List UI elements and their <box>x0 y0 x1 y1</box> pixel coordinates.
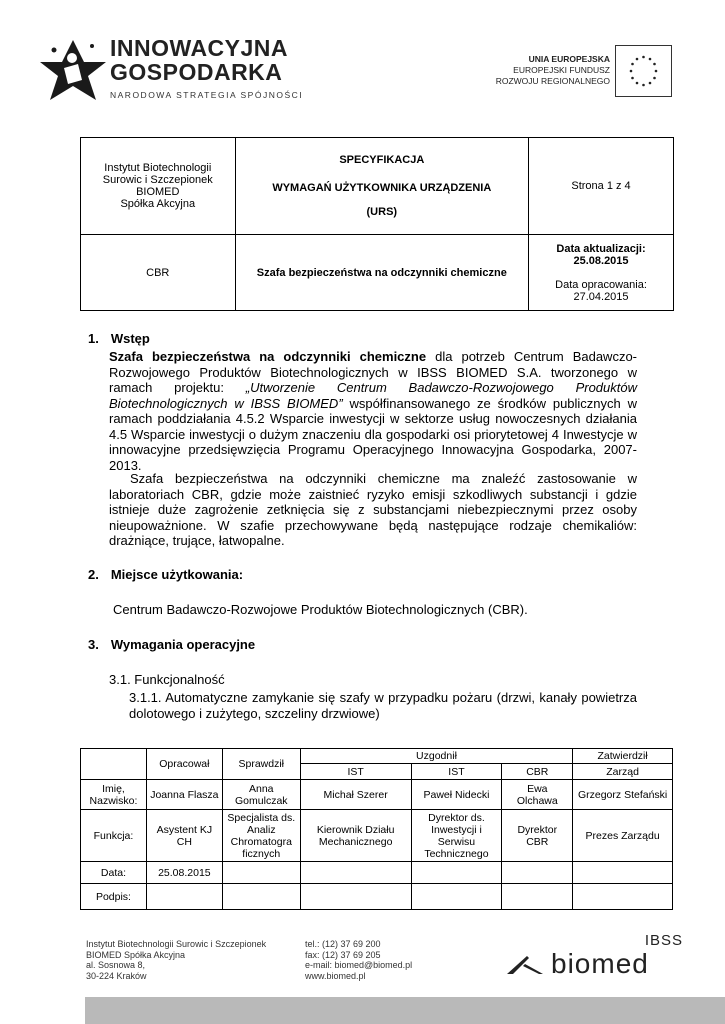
function-cell: Prezes Zarządu <box>573 810 673 862</box>
signature-cell <box>411 884 502 910</box>
eu-flag-icon <box>615 45 672 97</box>
date-cell <box>300 862 411 884</box>
function-cell: Dyrektor ds. Inwestycji i Serwisu Technicznego <box>411 810 502 862</box>
empty-corner-cell <box>81 749 147 780</box>
row-label-signature: Podpis: <box>81 884 147 910</box>
function-cell: Asystent KJ CH <box>146 810 222 862</box>
logo-subtitle: NARODOWA STRATEGIA SPÓJNOŚCI <box>110 90 304 100</box>
name-cell: Ewa Olchawa <box>502 780 573 810</box>
eu-caption: UNIA EUROPEJSKA EUROPEJSKI FUNDUSZ ROZWOJU REGIONALNEGO <box>495 54 610 86</box>
row-label-date: Data: <box>81 862 147 884</box>
name-cell: Michał Szerer <box>300 780 411 810</box>
header-prepared: Opracował <box>146 749 222 780</box>
brand-top: IBSS <box>644 932 683 949</box>
section-1-paragraph-1: Szafa bezpieczeństwa na odczynniki chemiczne dla potrzeb Centrum Badawczo-Rozwojowego Produktów Biotechnologicznych w IBSS BIOMED S.A. tworzonego w ramach projektu: „Utworzenie Centrum Badawczo-Rozwojowego Produktów Biotechnologicznych w IBSS BIOMED” współfinansowanego ze środków publicznych w ramach poddziałania 4.5.2 Wsparcie inwestycji w sektorze usług nowoczesnych działania 4.5 Wsparcie inwestycji o dużym znaczeniu dla gospodarki osi priorytetowej 4 Inwestycje w innowacyjne przedsięwzięcia Programu Operacyjnego Innowacyjna Gospodarka, 2007-2013. <box>109 349 638 473</box>
section-3-heading: 3. Wymagania operacyjne <box>88 637 256 652</box>
subheader-cbr: CBR <box>502 764 573 780</box>
subject-cell: Szafa bezpieczeństwa na odczynniki chemiczne <box>235 235 529 311</box>
signature-cell <box>300 884 411 910</box>
unit-cell: CBR <box>81 235 236 311</box>
signature-cell <box>573 884 673 910</box>
brand-swoosh-icon <box>505 950 545 976</box>
name-cell: Paweł Nidecki <box>411 780 502 810</box>
document-title-cell: SPECYFIKACJA WYMAGAŃ UŻYTKOWNIKA URZĄDZENIA (URS) <box>235 138 529 235</box>
function-cell: Kierownik Działu Mechanicznego <box>300 810 411 862</box>
name-cell: Joanna Flasza <box>146 780 222 810</box>
innovative-economy-logo <box>38 38 108 108</box>
signature-table <box>80 748 673 910</box>
section-1-paragraph-2: Szafa bezpieczeństwa na odczynniki chemiczne ma znaleźć zastosowanie w laboratoriach CBR, gdzie może zaistnieć ryzyko emisji szkodliwych substancji i gdzie istnieje duże zagrożenie zetknięcia się z substancjami niebezpiecznymi przez osoby nieupoważnione. W szafie przechowywane będą następujące rodzaje chemikaliów: drażniące, trujące, łatwopalne. <box>109 471 637 548</box>
header-checked: Sprawdził <box>222 749 300 780</box>
date-cell <box>411 862 502 884</box>
subsection-3-1-1: 3.1.1. Automatyczne zamykanie się szafy w przypadku pożaru (drzwi, kanały powietrza dolotowego i zużytego, szczeliny drzwiowe) <box>129 690 637 721</box>
footer-contact: tel.: (12) 37 69 200 fax: (12) 37 69 205 e-mail: biomed@biomed.pl www.biomed.pl <box>305 939 413 981</box>
header-approved: Zatwierdził <box>573 749 673 764</box>
institute-cell: Instytut Biotechnologii Surowic i Szczepionek BIOMED Spółka Akcyjna <box>81 138 236 235</box>
date-cell <box>222 862 300 884</box>
star-figure-icon <box>38 38 108 108</box>
row-label-name: Imię, Nazwisko: <box>81 780 147 810</box>
section-2-text: Centrum Badawczo-Rozwojowe Produktów Biotechnologicznych (CBR). <box>113 602 528 617</box>
date-cell <box>502 862 573 884</box>
footer-address: Instytut Biotechnologii Surowic i Szczepionek BIOMED Spółka Akcyjna al. Sosnowa 8, 30-224 Kraków <box>86 939 267 981</box>
section-2-heading: 2. Miejsce użytkowania: <box>88 567 244 582</box>
function-cell: Specjalista ds. Analiz Chromatogra ficznych <box>222 810 300 862</box>
footer-bar <box>85 997 725 1024</box>
function-cell: Dyrektor CBR <box>502 810 573 862</box>
section-1-heading: 1. Wstęp <box>88 331 150 346</box>
dates-cell: Data aktualizacji: 25.08.2015 Data opracowania: 27.04.2015 <box>529 235 674 311</box>
subheader-ist-1: IST <box>300 764 411 780</box>
brand-main: biomed <box>551 948 649 979</box>
row-label-function: Funkcja: <box>81 810 147 862</box>
subheader-ist-2: IST <box>411 764 502 780</box>
signature-cell <box>146 884 222 910</box>
specification-header-table <box>80 137 674 311</box>
name-cell: Anna Gomulczak <box>222 780 300 810</box>
date-cell: 25.08.2015 <box>146 862 222 884</box>
signature-cell <box>222 884 300 910</box>
date-cell <box>573 862 673 884</box>
subsection-3-1: 3.1. Funkcjonalność <box>109 672 225 687</box>
header-agreed: Uzgodnił <box>300 749 573 764</box>
subheader-board: Zarząd <box>573 764 673 780</box>
name-cell: Grzegorz Stefański <box>573 780 673 810</box>
ibss-biomed-logo <box>505 932 685 980</box>
page-number-cell: Strona 1 z 4 <box>529 138 674 235</box>
logo-title: INNOWACYJNA GOSPODARKA <box>110 35 289 85</box>
signature-cell <box>502 884 573 910</box>
